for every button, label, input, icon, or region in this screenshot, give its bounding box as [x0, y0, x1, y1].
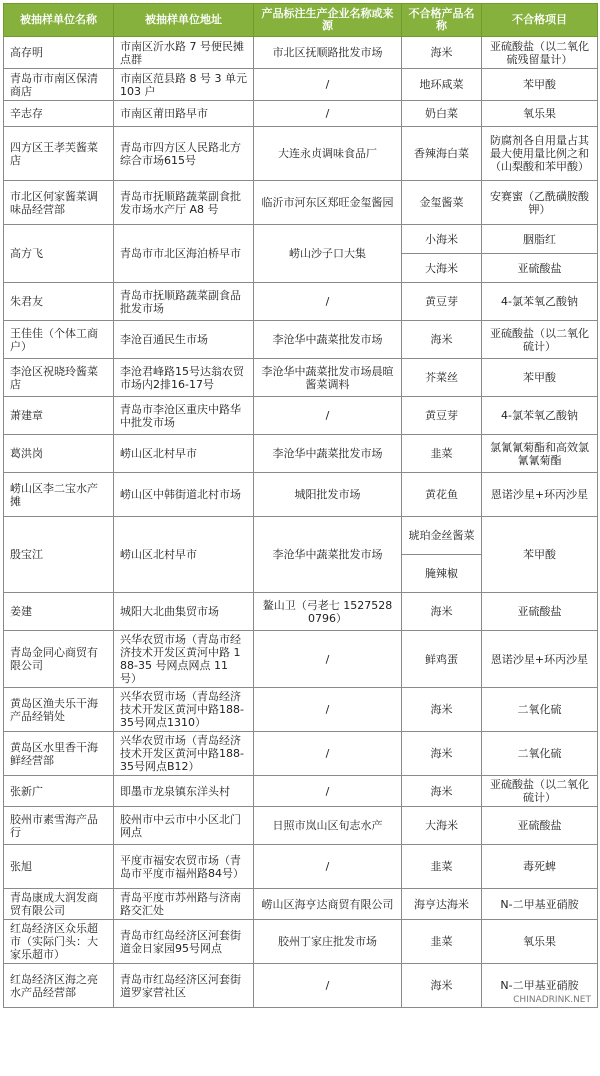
cell-unit-name: 崂山区李二宝水产摊 [4, 473, 114, 517]
cell-product-name: 腌辣椒 [402, 555, 482, 593]
cell-unit-name: 黄岛区渔夫乐干海产品经销处 [4, 688, 114, 732]
table-row [4, 359, 598, 397]
cell-failed-item: N-二甲基亚硝胺 [482, 964, 598, 1008]
cell-unit-address: 李沧君峰路15号达翁农贸市场内2排16-17号 [114, 359, 254, 397]
cell-manufacturer-source: 胶州丁家庄批发市场 [254, 920, 402, 964]
cell-unit-name: 姜建 [4, 593, 114, 631]
cell-manufacturer-source: / [254, 688, 402, 732]
cell-unit-address: 市南区沂水路 7 号便民摊点群 [114, 37, 254, 69]
cell-unit-name: 黄岛区水里香干海鲜经营部 [4, 732, 114, 776]
cell-manufacturer-source: 大连永贞调味食品厂 [254, 127, 402, 181]
cell-failed-item: 苯甲酸 [482, 69, 598, 101]
cell-failed-item: 二氧化硫 [482, 732, 598, 776]
cell-unit-address: 青岛市抚顺路蔬菜副食品批发市场 [114, 283, 254, 321]
cell-failed-item: 安赛蜜（乙酰磺胺酸钾） [482, 181, 598, 225]
cell-product-name: 海米 [402, 321, 482, 359]
cell-unit-address: 即墨市龙泉镇东洋头村 [114, 776, 254, 807]
cell-failed-item: 亚硫酸盐 [482, 254, 598, 283]
table-row [4, 283, 598, 321]
cell-product-name: 韭菜 [402, 435, 482, 473]
cell-unit-name: 胶州市素雪海产品行 [4, 807, 114, 845]
table-row [4, 127, 598, 181]
cell-manufacturer-source: 李沧华中蔬菜批发市场 [254, 517, 402, 593]
cell-manufacturer-source: 崂山区海亨达商贸有限公司 [254, 889, 402, 920]
inspection-table-container [3, 3, 597, 1008]
cell-product-name: 海米 [402, 688, 482, 732]
cell-unit-name: 市北区何家酱菜调味品经营部 [4, 181, 114, 225]
cell-unit-address: 城阳大北曲集贸市场 [114, 593, 254, 631]
cell-unit-name: 辛志存 [4, 101, 114, 127]
table-row [4, 845, 598, 889]
table-row [4, 69, 598, 101]
cell-unit-address: 青岛市李沧区重庆中路华中批发市场 [114, 397, 254, 435]
cell-product-name: 黄花鱼 [402, 473, 482, 517]
cell-manufacturer-source: / [254, 776, 402, 807]
cell-manufacturer-source: / [254, 631, 402, 688]
table-row [4, 920, 598, 964]
cell-failed-item: 亚硫酸盐（以二氧化硫计） [482, 321, 598, 359]
cell-unit-address: 青岛市抚顺路蔬菜副食批发市场水产厅 A8 号 [114, 181, 254, 225]
cell-failed-item: 氧乐果 [482, 920, 598, 964]
table-row [4, 473, 598, 517]
table-row [4, 807, 598, 845]
cell-product-name: 香辣海白菜 [402, 127, 482, 181]
cell-unit-address: 兴华农贸市场（青岛市经济技术开发区黄河中路 188-35 号网点网点 11 号） [114, 631, 254, 688]
cell-unit-name: 殷宝江 [4, 517, 114, 593]
cell-unit-name: 青岛康成大润发商贸有限公司 [4, 889, 114, 920]
cell-manufacturer-source: 崂山沙子口大集 [254, 225, 402, 283]
cell-product-name: 小海米 [402, 225, 482, 254]
cell-failed-item: N-二甲基亚硝胺 [482, 889, 598, 920]
cell-unit-address: 市南区莆田路早市 [114, 101, 254, 127]
cell-product-name: 海米 [402, 37, 482, 69]
cell-unit-address: 青岛平度市苏州路与济南路交汇处 [114, 889, 254, 920]
cell-unit-address: 崂山区北村早市 [114, 435, 254, 473]
cell-unit-address: 青岛市市北区海泊桥早市 [114, 225, 254, 283]
cell-manufacturer-source: 临沂市河东区郑旺金玺酱园 [254, 181, 402, 225]
cell-manufacturer-source: 李沧华中蔬菜批发市场 [254, 321, 402, 359]
cell-manufacturer-source: / [254, 397, 402, 435]
header-unit-name: 被抽样单位名称 [4, 4, 114, 37]
table-body [4, 37, 598, 1008]
cell-failed-item: 亚硫酸盐 [482, 593, 598, 631]
cell-product-name: 黄豆芽 [402, 283, 482, 321]
cell-product-name: 琥珀金丝酱菜 [402, 517, 482, 555]
cell-unit-address: 平度市福安农贸市场（青岛市平度市福州路84号） [114, 845, 254, 889]
cell-failed-item: 亚硫酸盐（以二氧化硫残留量计） [482, 37, 598, 69]
cell-manufacturer-source: 日照市岚山区旬志水产 [254, 807, 402, 845]
cell-failed-item: 毒死蜱 [482, 845, 598, 889]
cell-product-name: 韭菜 [402, 845, 482, 889]
table-row [4, 631, 598, 688]
cell-unit-address: 李沧百通民生市场 [114, 321, 254, 359]
cell-product-name: 韭菜 [402, 920, 482, 964]
table-row [4, 889, 598, 920]
cell-unit-address: 兴华农贸市场（青岛经济技术开发区黄河中路188-35号网点B12） [114, 732, 254, 776]
cell-unit-name: 张新广 [4, 776, 114, 807]
cell-product-name: 大海米 [402, 807, 482, 845]
table-row [4, 593, 598, 631]
cell-unit-name: 青岛金同心商贸有限公司 [4, 631, 114, 688]
cell-failed-item: 氧乐果 [482, 101, 598, 127]
cell-product-name: 海亨达海米 [402, 889, 482, 920]
table-row [4, 688, 598, 732]
cell-unit-address: 青岛市红岛经济区河套街道罗家营社区 [114, 964, 254, 1008]
cell-manufacturer-source: / [254, 964, 402, 1008]
cell-manufacturer-source: 市北区抚顺路批发市场 [254, 37, 402, 69]
cell-product-name: 地环咸菜 [402, 69, 482, 101]
cell-failed-item: 胭脂红 [482, 225, 598, 254]
cell-product-name: 黄豆芽 [402, 397, 482, 435]
cell-failed-item: 4-氯苯氧乙酸钠 [482, 283, 598, 321]
cell-product-name: 海米 [402, 593, 482, 631]
cell-unit-name: 张旭 [4, 845, 114, 889]
cell-failed-item: 苯甲酸 [482, 517, 598, 593]
table-row [4, 181, 598, 225]
cell-manufacturer-source: 李沧华中蔬菜批发市场 [254, 435, 402, 473]
table-header-row [4, 4, 598, 37]
cell-product-name: 大海米 [402, 254, 482, 283]
cell-unit-name: 四方区王孝芙酱菜店 [4, 127, 114, 181]
cell-failed-item: 亚硫酸盐（以二氧化硫计） [482, 776, 598, 807]
cell-unit-address: 兴华农贸市场（青岛经济技术开发区黄河中路188-35号网点1310） [114, 688, 254, 732]
cell-unit-address: 崂山区北村早市 [114, 517, 254, 593]
table-row [4, 964, 598, 1008]
watermark: CHINADRINK.NET [513, 995, 591, 1005]
cell-unit-name: 高存明 [4, 37, 114, 69]
cell-unit-name: 萧建章 [4, 397, 114, 435]
table-row [4, 397, 598, 435]
cell-manufacturer-source: 城阳批发市场 [254, 473, 402, 517]
cell-product-name: 芥菜丝 [402, 359, 482, 397]
cell-failed-item: 二氧化硫 [482, 688, 598, 732]
cell-failed-item: 4-氯苯氧乙酸钠 [482, 397, 598, 435]
cell-manufacturer-source: 李沧华中蔬菜批发市场晨暄酱菜调料 [254, 359, 402, 397]
cell-manufacturer-source: 鳌山卫（弓老七 15275280796） [254, 593, 402, 631]
table-row [4, 517, 598, 555]
table-row [4, 732, 598, 776]
cell-failed-item: 氯氰氰菊酯和高效氯氰氰菊酯 [482, 435, 598, 473]
cell-product-name: 海米 [402, 776, 482, 807]
cell-product-name: 海米 [402, 964, 482, 1008]
cell-product-name: 海米 [402, 732, 482, 776]
cell-unit-address: 崂山区中韩街道北村市场 [114, 473, 254, 517]
cell-unit-address: 青岛市四方区人民路北方综合市场615号 [114, 127, 254, 181]
cell-failed-item: 恩诺沙星+环丙沙星 [482, 631, 598, 688]
cell-product-name: 金玺酱菜 [402, 181, 482, 225]
cell-unit-name: 李沧区祝晓玲酱菜店 [4, 359, 114, 397]
table-row [4, 776, 598, 807]
unqualified-products-table [3, 3, 598, 1008]
cell-failed-item: 苯甲酸 [482, 359, 598, 397]
header-product-name: 不合格产品名称 [402, 4, 482, 37]
cell-unit-address: 市南区范县路 8 号 3 单元 103 户 [114, 69, 254, 101]
table-row [4, 101, 598, 127]
cell-unit-name: 高方飞 [4, 225, 114, 283]
cell-manufacturer-source: / [254, 732, 402, 776]
cell-unit-address: 青岛市红岛经济区河套街道金日家园95号网点 [114, 920, 254, 964]
table-row [4, 435, 598, 473]
cell-unit-name: 红岛经济区众乐超市（实际门头：大家乐超市） [4, 920, 114, 964]
header-manufacturer-source: 产品标注生产企业名称或来源 [254, 4, 402, 37]
header-unit-address: 被抽样单位地址 [114, 4, 254, 37]
cell-manufacturer-source: / [254, 283, 402, 321]
cell-unit-name: 红岛经济区海之亮水产品经营部 [4, 964, 114, 1008]
cell-unit-name: 葛洪岗 [4, 435, 114, 473]
cell-product-name: 鲜鸡蛋 [402, 631, 482, 688]
cell-unit-name: 王佳佳（个体工商户） [4, 321, 114, 359]
cell-product-name: 奶白菜 [402, 101, 482, 127]
header-failed-item: 不合格项目 [482, 4, 598, 37]
cell-unit-name: 朱君友 [4, 283, 114, 321]
table-row [4, 225, 598, 254]
cell-unit-address: 胶州市中云市中小区北门网点 [114, 807, 254, 845]
table-row [4, 321, 598, 359]
cell-manufacturer-source: / [254, 845, 402, 889]
cell-failed-item: 恩诺沙星+环丙沙星 [482, 473, 598, 517]
table-row [4, 37, 598, 69]
cell-failed-item: 亚硫酸盐 [482, 807, 598, 845]
cell-failed-item: 防腐剂各自用量占其最大使用量比例之和（山梨酸和苯甲酸） [482, 127, 598, 181]
cell-unit-name: 青岛市市南区保清商店 [4, 69, 114, 101]
cell-manufacturer-source: / [254, 101, 402, 127]
cell-manufacturer-source: / [254, 69, 402, 101]
